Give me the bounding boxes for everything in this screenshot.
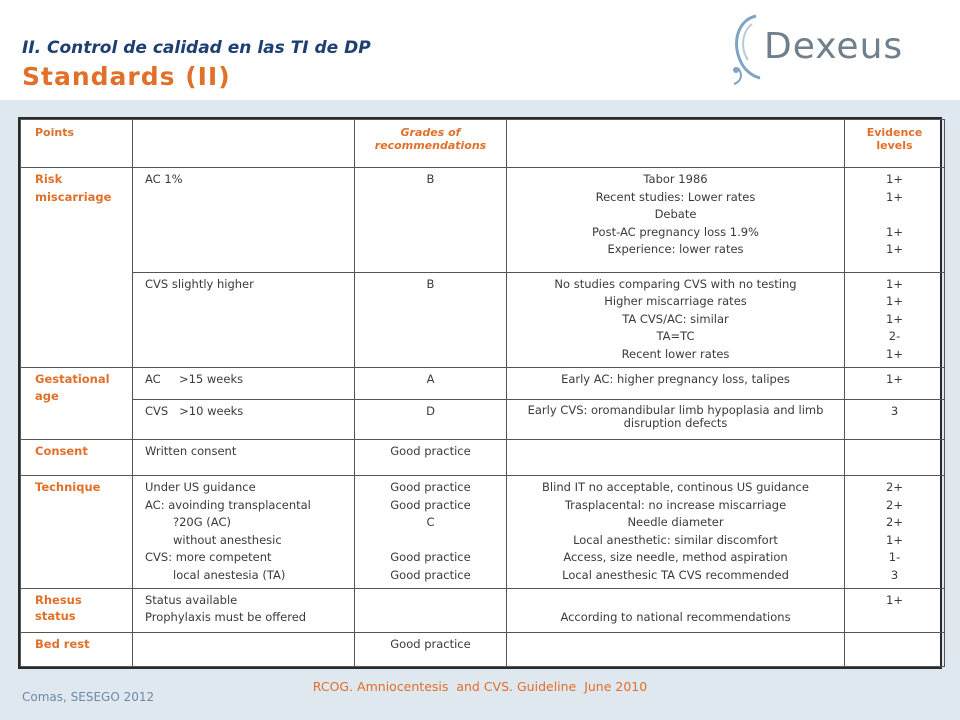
desc-line: AC 1% [145, 172, 183, 187]
dexeus-logo [726, 10, 904, 90]
header-points: Points [21, 120, 133, 168]
evidence-line: 1+ [886, 311, 903, 326]
row-desc [133, 439, 355, 475]
desc-line: CVS >10 weeks [145, 403, 244, 418]
detail-line: Recent lower rates [621, 346, 730, 361]
evidence-line: 1+ [886, 276, 903, 291]
evidence-line: 1+ [886, 172, 903, 187]
grade-line: D [426, 403, 435, 418]
row-point: Rhesus status [21, 588, 133, 632]
row-desc [133, 632, 355, 666]
slide-subtitle: II. Control de calidad en las TI de DP [22, 38, 371, 58]
row-point: Technique [21, 476, 133, 589]
row-grade [355, 476, 507, 589]
desc-line: CVS: more competent [145, 550, 272, 565]
row-evidence [845, 168, 945, 272]
row-desc [133, 272, 355, 367]
standards-table [20, 119, 945, 667]
row-details [507, 439, 845, 475]
evidence-line: 1+ [886, 592, 903, 607]
grade-line: Good practice [390, 636, 471, 651]
evidence-line: 1+ [886, 189, 903, 204]
row-evidence [845, 476, 945, 589]
detail-line: Access, size needle, method aspiration [563, 550, 788, 565]
grade-line [361, 532, 500, 550]
grade-line: Good practice [390, 497, 471, 512]
standards-table-frame [18, 117, 942, 669]
row-point: Bed rest [21, 632, 133, 666]
guideline-reference: RCOG. Amniocentesis and CVS. Guideline June 2010 [312, 679, 648, 694]
row-details [507, 588, 845, 632]
grade-line: Good practice [390, 443, 471, 458]
table-row [21, 632, 945, 666]
detail-line: According to national recommendations [560, 610, 791, 625]
author-credit: Comas, SESEGO 2012 [22, 690, 155, 704]
row-evidence [845, 272, 945, 367]
desc-line: Written consent [145, 443, 237, 458]
row-desc [133, 168, 355, 272]
detail-line [513, 592, 838, 610]
desc-line: Under US guidance [145, 480, 256, 495]
header-grades: Grades of recommendations [355, 120, 507, 168]
detail-line: Recent studies: Lower rates [595, 189, 756, 204]
table-header-row [21, 120, 945, 168]
grade-line: C [426, 515, 435, 530]
desc-line: local anestesia (TA) [173, 567, 286, 582]
evidence-line [851, 206, 938, 224]
desc-line: Status available [145, 592, 238, 607]
desc-line: ?20G (AC) [173, 515, 231, 530]
evidence-line: 1+ [886, 371, 903, 386]
evidence-line: 3 [890, 567, 899, 582]
detail-line: Debate [654, 207, 697, 222]
table-row [21, 588, 945, 632]
header-blank-2 [507, 120, 845, 168]
detail-line: TA=TC [656, 329, 695, 344]
table-row [21, 439, 945, 475]
row-point: Gestational age [21, 367, 133, 439]
header-evidence: Evidence levels [845, 120, 945, 168]
evidence-line: 1+ [886, 346, 903, 361]
detail-line: Early AC: higher pregnancy loss, talipes [561, 371, 790, 386]
detail-line: No studies comparing CVS with no testing [554, 276, 797, 291]
detail-line: Early CVS: oromandibular limb hypoplasia and limb disruption defects [527, 402, 824, 430]
row-evidence [845, 367, 945, 399]
evidence-line: 1+ [886, 242, 903, 257]
table-row [21, 272, 945, 367]
detail-line: TA CVS/AC: similar [622, 311, 729, 326]
desc-line: without anesthesic [173, 532, 282, 547]
desc-line: AC >15 weeks [145, 371, 244, 386]
slide-title: Standards (II) [22, 62, 231, 91]
row-grade [355, 399, 507, 439]
detail-line: Tabor 1986 [643, 172, 708, 187]
evidence-line: 1+ [886, 294, 903, 309]
row-grade [355, 272, 507, 367]
table-row [21, 399, 945, 439]
row-desc [133, 399, 355, 439]
table-row [21, 476, 945, 589]
evidence-line: 1+ [886, 532, 903, 547]
row-details [507, 399, 845, 439]
evidence-line: 1+ [886, 224, 903, 239]
evidence-line: 2+ [886, 480, 903, 495]
row-point: Consent [21, 439, 133, 475]
detail-line: Local anesthetic: similar discomfort [573, 532, 778, 547]
row-evidence [845, 439, 945, 475]
row-point: Risk miscarriage [21, 168, 133, 367]
row-grade [355, 367, 507, 399]
slide-header [0, 0, 960, 100]
evidence-line: 3 [890, 403, 899, 418]
grade-line: B [426, 172, 435, 187]
grade-line: A [426, 371, 435, 386]
row-details [507, 272, 845, 367]
detail-line: Experience: lower rates [607, 242, 744, 257]
evidence-line: 2+ [886, 515, 903, 530]
row-details [507, 168, 845, 272]
row-desc [133, 476, 355, 589]
row-evidence [845, 632, 945, 666]
evidence-line: 2+ [886, 497, 903, 512]
desc-line: AC: avoinding transplacental [145, 497, 311, 512]
table-row [21, 168, 945, 272]
header-blank-1 [133, 120, 355, 168]
desc-line: CVS slightly higher [145, 276, 254, 291]
grade-line: Good practice [390, 550, 471, 565]
row-desc [133, 588, 355, 632]
grade-line: Good practice [390, 480, 471, 495]
evidence-line: 1- [888, 550, 901, 565]
table-row [21, 367, 945, 399]
desc-line: Prophylaxis must be offered [145, 610, 307, 625]
row-details [507, 632, 845, 666]
detail-line: Trasplacental: no increase miscarriage [564, 497, 787, 512]
row-evidence [845, 399, 945, 439]
grade-line: Good practice [390, 567, 471, 582]
detail-line: Blind IT no acceptable, continous US guidance [542, 480, 809, 495]
row-grade [355, 632, 507, 666]
row-grade [355, 588, 507, 632]
logo-text: Dexeus [764, 26, 904, 67]
evidence-line: 2- [888, 329, 901, 344]
row-grade [355, 168, 507, 272]
row-desc [133, 367, 355, 399]
row-details [507, 476, 845, 589]
row-grade [355, 439, 507, 475]
detail-line: Local anesthesic TA CVS recommended [562, 567, 789, 582]
detail-line: Needle diameter [627, 515, 724, 530]
row-details [507, 367, 845, 399]
row-evidence [845, 588, 945, 632]
detail-line: Post-AC pregnancy loss 1.9% [592, 224, 759, 239]
detail-line: Higher miscarriage rates [604, 294, 747, 309]
grade-line: B [426, 276, 435, 291]
